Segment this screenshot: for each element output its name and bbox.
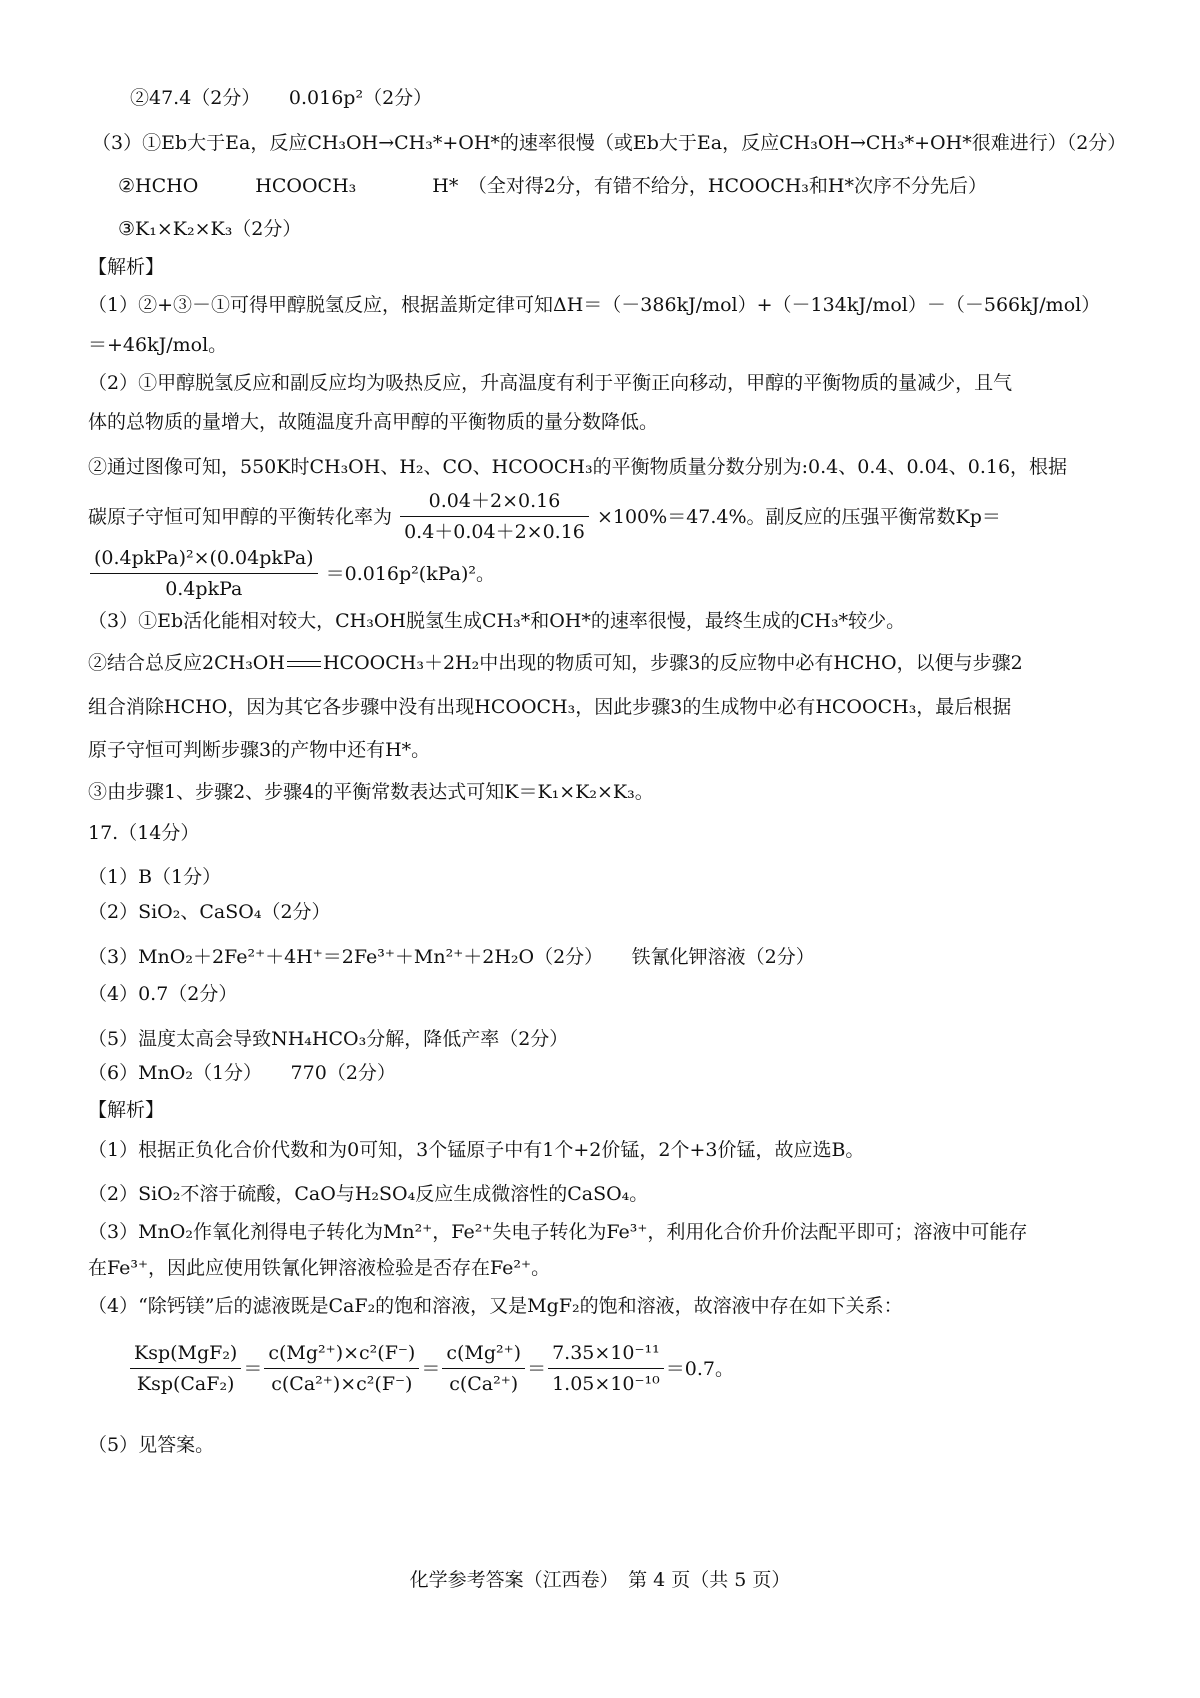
analysis-line: （2）①甲醇脱氢反应和副反应均为吸热反应，升高温度有利于平衡正向移动，甲醇的平衡物质的量减少，且气: [88, 372, 1013, 394]
analysis-line: 组合消除HCHO，因为其它各步骤中没有出现HCOOCH₃，因此步骤3的生成物中必有HCOOCH₃，最后根据: [88, 696, 1012, 718]
fraction-numerator: Ksp(MgF₂): [130, 1340, 241, 1369]
analysis-line: 体的总物质的量增大，故随温度升高甲醇的平衡物质的量分数降低。: [88, 411, 659, 433]
answer-line: ③K₁×K₂×K₃（2分）: [118, 218, 302, 240]
analysis-line-equation: [88, 650, 1200, 676]
fraction: [130, 1340, 241, 1397]
analysis-line: （4）“除钙镁”后的滤液既是CaF₂的饱和溶液，又是MgF₂的饱和溶液，故溶液中存在如下关系：: [88, 1295, 903, 1317]
fraction: [264, 1340, 419, 1397]
answer-line: （5）温度太高会导致NH₄HCO₃分解，降低产率（2分）: [88, 1028, 569, 1050]
answer-line: （3）①Eb大于Ea，反应CH₃OH→CH₃*+OH*的速率很慢（或Eb大于Ea，反应CH₃OH→CH₃*+OH*很难进行）（2分）: [92, 132, 1127, 154]
analysis-line: （2）SiO₂不溶于硫酸，CaO与H₂SO₄反应生成微溶性的CaSO₄。: [88, 1183, 649, 1205]
analysis-line: （3）①Eb活化能相对较大，CH₃OH脱氢生成CH₃*和OH*的速率很慢，最终生成的CH₃*较少。: [88, 610, 906, 632]
fraction: [548, 1340, 664, 1397]
answer-line: （1）B（1分）: [88, 866, 222, 888]
text-segment: ×100%＝47.4%。副反应的压强平衡常数Kp＝: [596, 505, 1001, 528]
text-segment: HCOOCH₃＋2H₂中出现的物质可知，步骤3的反应物中必有HCHO，以便与步骤2: [322, 652, 1023, 674]
page-footer: 化学参考答案（江西卷） 第 4 页（共 5 页）: [409, 1569, 791, 1591]
fraction-denominator: Ksp(CaF₂): [136, 1373, 235, 1395]
answer-line: （4）0.7（2分）: [88, 983, 238, 1005]
section-heading: 【解析】: [88, 256, 165, 278]
equilibrium-arrow-icon: [287, 659, 321, 669]
analysis-line: ＝+46kJ/mol。: [88, 334, 228, 356]
analysis-line: ③由步骤1、步骤2、步骤4的平衡常数表达式可知K＝K₁×K₂×K₃。: [88, 781, 654, 803]
text-segment: ②结合总反应2CH₃OH: [88, 652, 285, 674]
fraction-numerator: 0.04＋2×0.16: [400, 488, 589, 517]
fraction-denominator: 0.4＋0.04＋2×0.16: [404, 521, 585, 543]
fraction-denominator: c(Ca²⁺)×c²(F⁻): [271, 1373, 413, 1395]
equals-sign: ＝: [527, 1357, 547, 1380]
kp-expression: [88, 545, 1200, 615]
answer-line: ②47.4（2分） 0.016p²（2分）: [130, 87, 433, 109]
analysis-line: 原子守恒可判断步骤3的产物中还有H*。: [88, 739, 431, 761]
fraction-numerator: (0.4pkPa)²×(0.04pkPa): [90, 545, 318, 574]
equals-sign: ＝: [243, 1357, 263, 1380]
fraction: [90, 545, 318, 602]
fraction-denominator: c(Ca²⁺): [449, 1373, 519, 1395]
question-title: 17.（14分）: [88, 822, 200, 844]
analysis-line: （3）MnO₂作氧化剂得电子转化为Mn²⁺，Fe²⁺失电子转化为Fe³⁺，利用化合价升价法配平即可；溶液中可能存: [88, 1221, 1028, 1243]
fraction-numerator: c(Mg²⁺)×c²(F⁻): [264, 1340, 419, 1369]
fraction-numerator: 7.35×10⁻¹¹: [548, 1340, 664, 1369]
ksp-expression: [128, 1340, 1200, 1420]
answer-line: （2）SiO₂、CaSO₄（2分）: [88, 901, 331, 923]
fraction-denominator: 1.05×10⁻¹⁰: [552, 1373, 660, 1395]
analysis-line: （1）根据正负化合价代数和为0可知，3个锰原子中有1个+2价锰，2个+3价锰，故应选B。: [88, 1139, 865, 1161]
answer-line: （3）MnO₂＋2Fe²⁺＋4H⁺＝2Fe³⁺＋Mn²⁺＋2H₂O（2分） 铁氰化钾溶液（2分）: [88, 946, 815, 968]
analysis-line: （5）见答案。: [88, 1434, 215, 1456]
answer-line: ②HCHO HCOOCH₃ H* （全对得2分，有错不给分，HCOOCH₃和H*次序不分先后）: [118, 175, 987, 197]
fraction-numerator: c(Mg²⁺): [442, 1340, 525, 1369]
answer-line: （6）MnO₂（1分） 770（2分）: [88, 1062, 396, 1084]
text-segment: 碳原子守恒可知甲醇的平衡转化率为: [88, 505, 393, 528]
fraction: [400, 488, 589, 545]
analysis-line: （1）②+③－①可得甲醇脱氢反应，根据盖斯定律可知ΔH＝（－386kJ/mol）+（－134kJ/mol）－（－566kJ/mol）: [88, 294, 1101, 316]
equals-sign: ＝: [421, 1357, 441, 1380]
analysis-line: 在Fe³⁺，因此应使用铁氰化钾溶液检验是否存在Fe²⁺。: [88, 1257, 551, 1279]
text-segment: ＝0.7。: [665, 1357, 734, 1380]
fraction-denominator: 0.4pkPa: [165, 578, 243, 600]
fraction: [442, 1340, 525, 1397]
analysis-line: ②通过图像可知，550K时CH₃OH、H₂、CO、HCOOCH₃的平衡物质量分数分别为:0.4、0.4、0.04、0.16，根据: [88, 456, 1068, 478]
section-heading: 【解析】: [88, 1099, 165, 1121]
text-segment: ＝0.016p²(kPa)²。: [325, 562, 496, 585]
